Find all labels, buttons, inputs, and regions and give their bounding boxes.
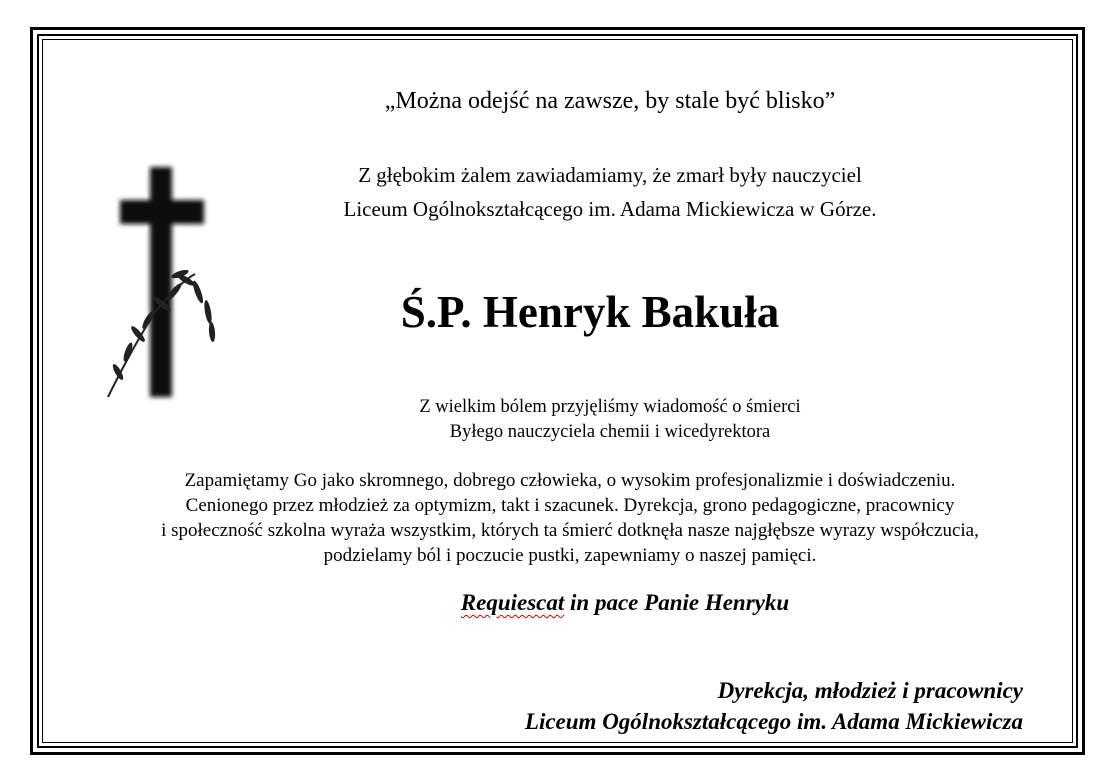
condolence-line-2: Byłego nauczyciela chemii i wicedyrektora — [449, 422, 771, 442]
deceased-name: Ś.P. Henryk Bakuła — [400, 287, 780, 337]
requiescat-word: Requiescat — [460, 590, 565, 615]
quote: „Można odejść na zawsze, by stale być blisko” — [384, 88, 836, 114]
signature-line-1: Dyrekcja, młodzież i pracownicy — [717, 678, 1023, 703]
condolence-line-1: Z wielkim bólem przyjęliśmy wiadomość o śmierci — [419, 397, 801, 417]
intro-line-1: Z głębokim żalem zawiadamiamy, że zmarł były nauczyciel — [358, 163, 862, 187]
body-line-2: Cenionego przez młodzież za optymizm, takt i szacunek. Dyrekcja, grono pedagogiczne, pracownicy — [185, 495, 955, 516]
signature-line-2: Liceum Ogólnokształcącego im. Adama Mickiewicza — [524, 709, 1023, 734]
cross-with-olive-branch-icon — [100, 162, 240, 422]
body-line-1: Zapamiętamy Go jako skromnego, dobrego człowieka, o wysokim profesjonalizmie i doświadczeniu. — [184, 470, 956, 491]
requiescat-rest: in pace Panie Henryku — [564, 590, 790, 615]
body-line-3: i społeczność szkolna wyraża wszystkim, których ta śmierć dotknęła nasze najgłębsze wyrazy współczucia, — [161, 520, 979, 541]
intro-line-2: Liceum Ogólnokształcącego im. Adama Mickiewicza w Górze. — [343, 197, 877, 221]
requiescat-line — [330, 590, 920, 616]
body-line-4: podzielamy ból i poczucie pustki, zapewniamy o naszej pamięci. — [323, 545, 817, 566]
